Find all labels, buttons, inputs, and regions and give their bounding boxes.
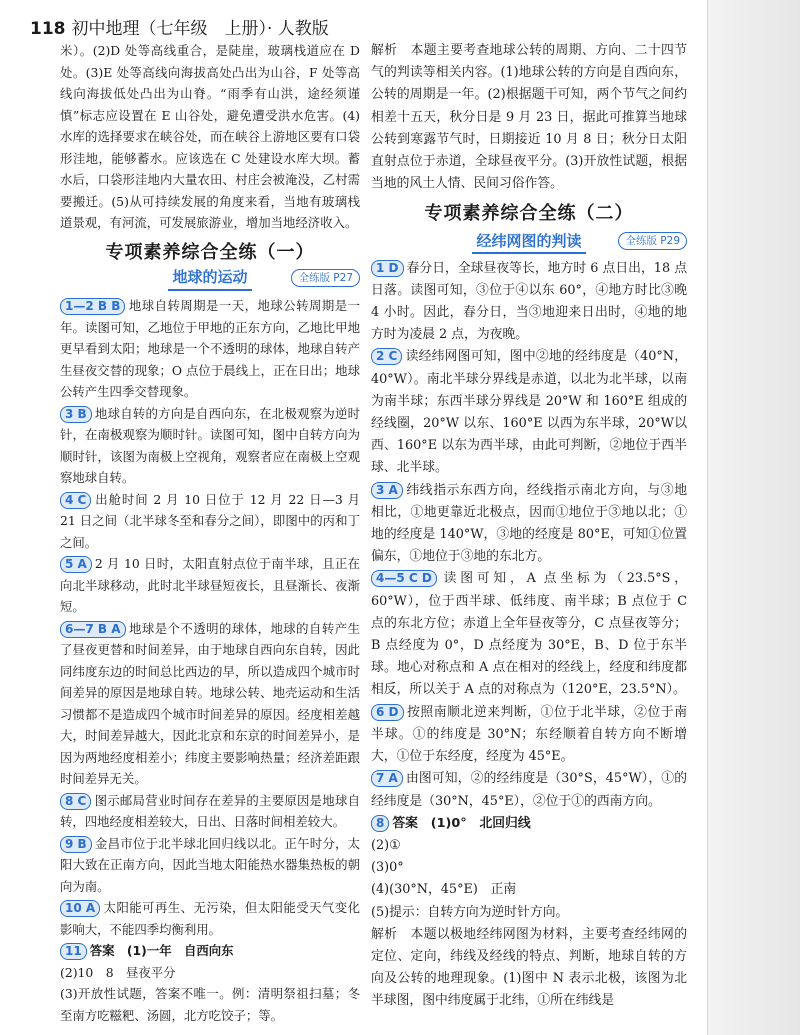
answer-line: (4)(30°N，45°E) 正南 — [371, 882, 517, 898]
answer-tag: 3 B — [60, 406, 92, 423]
answer-line: (2)① — [371, 837, 401, 853]
answer-text: 答案 (1)0° 北回归线 — [392, 815, 531, 831]
answer-tag: 11 — [60, 943, 87, 960]
answer-text: 2 月 10 日时，太阳直射点位于南半球，且正在向北半球移动，此时北半球昼短夜长，且昼渐长、夜渐短。 — [60, 556, 360, 614]
answer-item — [60, 618, 360, 790]
answer-tag: 1—2 B B — [60, 298, 125, 315]
answer-item — [371, 258, 687, 347]
answer-line: (2)10 8 昼夜平分 — [60, 964, 176, 980]
subtitle-grid: 经纬网图的判读 — [472, 230, 585, 254]
answer-item — [371, 702, 687, 769]
answer-tag: 3 A — [371, 482, 403, 499]
answer-text: 地球自转周期是一天，地球公转周期是一年。读图可知，乙地位于甲地的正东方向，乙地比甲地更早看到太阳；地球是一个不透明的球体，地球自转产生昼夜交替的现象；O 点位于晨线上，正在日出；地球公转产生四季交替现象。 — [60, 298, 360, 399]
answer-tag: 4 C — [60, 492, 91, 509]
page-number: 118 — [30, 19, 66, 39]
answer-text: 出舱时间 2 月 10 日位于 12 月 22 日—3 月 21 日之间（北半球冬至和春分之间），即图中的丙和丁之间。 — [60, 491, 360, 550]
answer-item — [60, 295, 360, 403]
answer-text: 地球是个不透明的球体，地球的自转产生了昼夜更替和时间差异，由于地球自西向东自转，因此同纬度东边的时间总比西边的早，所以造成四个城市时间差异的原因是地球自转。地球公转、地壳运动和生活习惯都不是造成四个城市时间差异的原因。经度相差越大，时间差异越大，因此北京和东京的时间差异小，是因为两地经度相差小；纬度主要影响热量；经济差距跟时间差异无关。 — [60, 620, 360, 786]
answer-tag: 5 A — [60, 556, 92, 573]
left-intro: 米）。(2)D 处等高线重合，是陡崖，玻璃栈道应在 D 处。(3)E 处等高线向海拔高处凸出为山谷，F 处等高线向海拔低处凸出为山脊。“雨季有山洪，途经须谨慎”标志应设置在 E 山谷处，避免遭受洪水危害。(4)水库的选择要求在峡谷处，而在峡谷上游地区要有口袋形洼地，能够蓄水。应该选在 C 处建设水库大坝。蓄水后，口袋形洼地内大量农田、村庄会被淹没，乙村需要搬迁。(5)从可持续发展的角度来看，当地有玻璃栈道景观，有河流，可发展旅游业，增加当地经济收入。 — [60, 43, 360, 230]
answer-text: 按照南顺北逆来判断，①位于北半球，②位于南半球。①的纬度是 30°N；东经顺着自转方向不断增大，①位于东经度，经度为 45°E。 — [371, 704, 687, 765]
left-column — [60, 40, 360, 1026]
answer-item — [371, 346, 687, 479]
answer-line: (5)提示：自转方向为逆时针方向。 — [371, 904, 569, 920]
answer-tag: 1 D — [371, 260, 404, 277]
answer-text: 春分日，全球昼夜等长，地方时 6 点日出，18 点日落。读图可知，③位于④以东 60°，④地方时比③晚 4 小时。因此，春分日，当③地迎来日出时，④地的地方时为凌晨 2 点，为夜晚。 — [371, 260, 687, 343]
answer-tag: 9 B — [60, 836, 92, 853]
book-title: 初中地理（七年级 上册）· 人教版 — [71, 19, 329, 39]
left-answer-list — [60, 295, 360, 1026]
page-ref-badge: 全练版 P27 — [291, 269, 360, 287]
answer-item — [60, 489, 360, 554]
answer-tag: 8 C — [60, 793, 91, 810]
answer-item — [371, 568, 687, 701]
answer-line: (3)开放性试题，答案不唯一。例：清明祭祖扫墓；冬至南方吃糍粑、汤圆，北方吃饺子；等。 — [60, 986, 360, 1023]
answer-tag: 7 A — [371, 770, 403, 787]
answer-tag: 6—7 B A — [60, 621, 126, 638]
page-header — [30, 14, 329, 39]
answer-item — [371, 813, 687, 835]
analysis-paragraph: 解析 本题以极地经纬网图为材料，主要考查经纬网的定位、定向，纬线及经线的特点、判断，地球自转的方向及公转的地理现象。(1)图中 N 表示北极，该图为北半球图，图中纬度属于北纬，①所在纬线是 — [371, 926, 687, 1009]
answer-text: 由图可知，②的经纬度是（30°S，45°W），①的经纬度是（30°N，45°E），②位于①的西南方向。 — [371, 771, 687, 809]
answer-text: 地球自转的方向是自西向东，在北极观察为逆时针，在南极观察为顺时针。读图可知，图中自转方向为顺时针，该图为南极上空视角，观察者应在南极上空观察地球自转。 — [60, 405, 360, 485]
right-intro: 解析 本题主要考查地球公转的周期、方向、二十四节气的判读等相关内容。(1)地球公转的方向是自西向东，公转的周期是一年。(2)根据题干可知，两个节气之间约相差十五天，秋分日是 9 月 23 日，据此可推算当地球公转到寒露节气时，日期接近 10 月 8 日；秋分日太阳直射点位于赤道，全球昼夜平分。(3)开放性试题，根据当地的风土人情、民间习俗作答。 — [371, 43, 687, 192]
answer-item — [60, 553, 360, 618]
answer-item — [371, 480, 687, 569]
page-edge — [707, 0, 800, 1035]
section-title-2: 专项素养综合全练（二） — [424, 203, 634, 225]
answer-text: 读图可知，A 点坐标为（23.5°S，60°W），位于西半球、低纬度、南半球；B 点位于 C 点的东北方位；赤道上全年昼夜等分，C 点昼夜等分；B 点经度为 0°，D 点经度为 30°E，B、D 位于东半球。地心对称点和 A 点在相对的经线上，经度和纬度都相反，所以关于 A 点的对称点为（120°E，23.5°N）。 — [371, 571, 687, 698]
answer-item — [60, 790, 360, 833]
answer-text: 读经纬网图可知，图中②地的经纬度是（40°N，40°W）。南北半球分界线是赤道，以北为北半球，以南为南半球；东西半球分界线是 20°W 和 160°E 组成的经线圈，20°W 以东、160°E 以西为东半球，20°W以西、160°E 以东为西半球，由此可判断，②地位于西半球、北半球。 — [371, 349, 687, 476]
answer-item — [60, 897, 360, 940]
answer-item — [60, 403, 360, 489]
answer-line: (3)0° — [371, 860, 404, 876]
answer-item — [60, 833, 360, 898]
answer-text: 答案 (1)一年 自西向东 — [89, 943, 234, 958]
answer-tag: 4—5 C D — [371, 570, 437, 587]
answer-tag: 2 C — [371, 348, 402, 365]
subtitle-earth-motion: 地球的运动 — [168, 267, 251, 291]
answer-text: 太阳能可再生、无污染，但太阳能受天气变化影响大，不能四季均衡利用。 — [60, 900, 360, 937]
answer-text: 图示邮局营业时间存在差异的主要原因是地球自转，四地经度相差较大，日出、日落时间相差较大。 — [60, 792, 360, 829]
answer-item — [371, 768, 687, 812]
answer-tag: 6 D — [371, 704, 404, 721]
answer-text: 金昌市位于北半球北回归线以北。正午时分，太阳大致在正南方向，因此当地太阳能热水器集热板的朝向为南。 — [60, 835, 360, 894]
page-ref-badge: 全练版 P29 — [618, 232, 687, 250]
right-column — [371, 40, 687, 1013]
answer-tag: 8 — [371, 815, 389, 832]
answer-tag: 10 A — [60, 900, 100, 917]
subtitle-row-2 — [371, 230, 687, 256]
answer-item — [60, 940, 360, 962]
section-title-1: 专项素养综合全练（一） — [105, 241, 315, 263]
right-answer-list — [371, 258, 687, 1013]
subtitle-row-1 — [60, 267, 360, 293]
answer-text: 纬线指示东西方向，经线指示南北方向，与③地相比，①地更靠近北极点，因而①地位于③地以北；①地的经度是 140°W，③地的经度是 80°E，可知①位置偏东，①地位于③地的东北方。 — [371, 482, 687, 565]
